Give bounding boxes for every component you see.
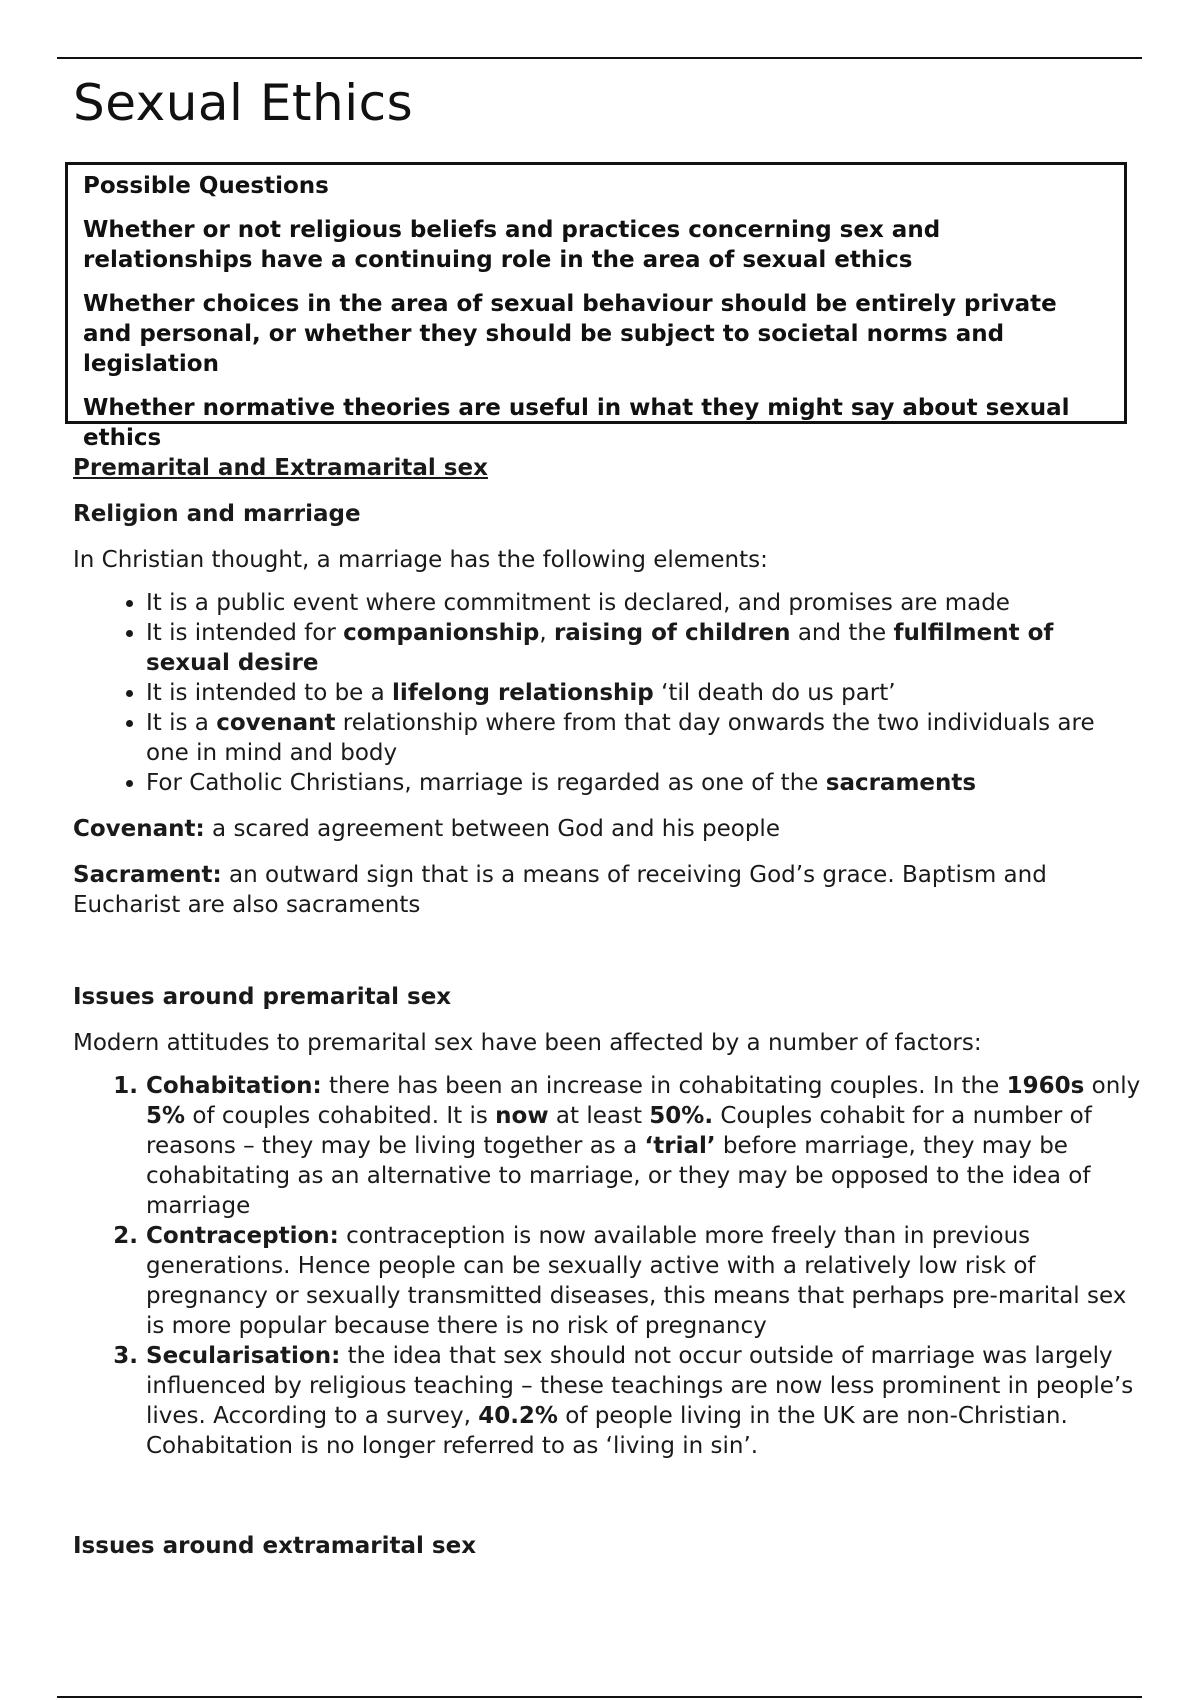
possible-questions-box xyxy=(65,162,1127,451)
marriage-intro: In Christian thought, a marriage has the following elements: xyxy=(73,547,768,573)
subheading-religion-marriage: Religion and marriage xyxy=(73,501,361,527)
list-item: 2. Contraception: contraception is now available more freely than in previous generations. Hence people can be sexually active with a relatively low risk of pregnancy or sexually transmitted diseases, this means that perhaps pre-marital sex is more popular because there is no risk of pregnancy xyxy=(146,1221,1143,1341)
question-1: Whether or not religious beliefs and practices concerning sex and relationships have a continuing role in the area of sexual ethics xyxy=(83,217,941,273)
list-item: • It is a public event where commitment is declared, and promises are made xyxy=(146,588,1143,618)
list-item: • For Catholic Christians, marriage is regarded as one of the sacraments xyxy=(146,768,1143,798)
section-heading-premarital-extramarital: Premarital and Extramarital sex xyxy=(73,455,488,481)
list-item: • It is a covenant relationship where from that day onwards the two individuals are one in mind and body xyxy=(146,708,1143,768)
document-page xyxy=(73,68,1143,1561)
section-heading-premarital-issues: Issues around premarital sex xyxy=(73,984,452,1010)
list-item: • It is intended for companionship, raising of children and the fulfilment of sexual desire xyxy=(146,618,1143,678)
marriage-elements-list xyxy=(73,588,1143,798)
list-item: 3. Secularisation: the idea that sex should not occur outside of marriage was largely influenced by religious teaching – these teachings are now less prominent in people’s lives. According to a survey, 40.2% of people living in the UK are non-Christian. Cohabitation is no longer referred to as ‘living in sin’. xyxy=(146,1341,1143,1461)
question-2: Whether choices in the area of sexual behaviour should be entirely private and personal, or whether they should be subject to societal norms and legislation xyxy=(83,291,1057,377)
covenant-definition: Covenant: a scared agreement between God and his people xyxy=(73,816,780,842)
list-item: 1. Cohabitation: there has been an increase in cohabitating couples. In the 1960s only 5% of couples cohabited. It is now at least 50%. Couples cohabit for a number of reasons – they may be living together as a ‘trial’ before marriage, they may be cohabitating as an alternative to marriage, or they may be opposed to the idea of marriage xyxy=(146,1071,1143,1221)
question-3: Whether normative theories are useful in what they might say about sexual ethics xyxy=(83,395,1070,451)
questions-heading: Possible Questions xyxy=(83,173,329,199)
list-item: • It is intended to be a lifelong relationship ‘til death do us part’ xyxy=(146,678,1143,708)
premarital-intro: Modern attitudes to premarital sex have been affected by a number of factors: xyxy=(73,1030,982,1056)
top-rule xyxy=(57,57,1142,59)
sacrament-definition: Sacrament: an outward sign that is a means of receiving God’s grace. Baptism and Eucharist are also sacraments xyxy=(73,862,1047,918)
premarital-factors-list xyxy=(73,1071,1143,1461)
page-title: Sexual Ethics xyxy=(73,74,414,132)
section-heading-extramarital-issues: Issues around extramarital sex xyxy=(73,1533,477,1559)
bottom-rule xyxy=(57,1696,1142,1698)
